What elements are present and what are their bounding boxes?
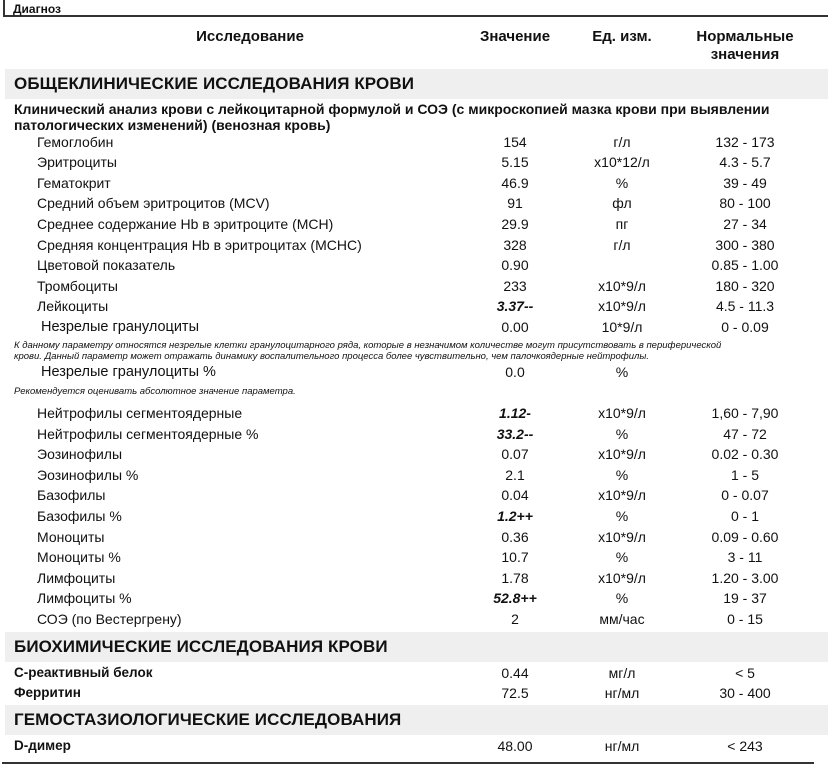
test-normal-range: 30 - 400 — [719, 685, 771, 701]
panel-subtitle-line2: патологических изменений) (венозная кровь) — [14, 117, 331, 133]
test-name: Нейтрофилы сегментоядерные % — [37, 426, 259, 442]
table-row — [0, 319, 828, 339]
test-name: D-димер — [14, 738, 71, 753]
test-name: Базофилы % — [37, 508, 122, 524]
test-value: 0.44 — [501, 665, 529, 681]
table-row — [0, 611, 828, 631]
section-header-hemostasis — [5, 705, 828, 735]
test-normal-range: < 243 — [727, 738, 763, 754]
test-normal-range: 1.20 - 3.00 — [711, 570, 779, 586]
test-unit: х10*9/л — [598, 278, 646, 294]
test-value: 10.7 — [501, 549, 529, 565]
test-normal-range: 47 - 72 — [723, 426, 767, 442]
test-unit: фл — [612, 195, 632, 211]
test-unit: пг — [615, 216, 629, 232]
test-normal-range: 4.3 - 5.7 — [719, 154, 771, 170]
test-value: 1.78 — [501, 570, 529, 586]
test-normal-range: 132 - 173 — [715, 134, 775, 150]
table-row — [0, 738, 828, 758]
section-title: ГЕМОСТАЗИОЛОГИЧЕСКИЕ ИССЛЕДОВАНИЯ — [14, 710, 402, 729]
table-row — [0, 426, 828, 446]
test-unit: нг/мл — [604, 685, 640, 701]
footnote-immature-granulocytes — [14, 340, 828, 362]
column-header-unit: Ед. изм. — [592, 28, 652, 45]
test-unit: нг/мл — [604, 738, 640, 754]
test-value-flagged: 1.12- — [499, 405, 531, 421]
column-header-normal — [690, 28, 800, 64]
section-title: БИОХИМИЧЕСКИЕ ИССЛЕДОВАНИЯ КРОВИ — [14, 637, 388, 656]
test-value: 72.5 — [501, 685, 529, 701]
test-unit: % — [615, 364, 629, 380]
test-normal-range: 0 - 15 — [727, 611, 763, 627]
test-normal-range: 39 - 49 — [723, 175, 767, 191]
test-name: Базофилы — [37, 487, 106, 503]
test-name: Ферритин — [14, 685, 81, 700]
test-name: Лейкоциты — [37, 298, 109, 314]
section-title: ОБЩЕКЛИНИЧЕСКИЕ ИССЛЕДОВАНИЯ КРОВИ — [14, 74, 415, 93]
test-unit: мм/час — [599, 611, 645, 627]
footnote-line2: крови. Данный параметр может отражать динамику воспалительного процесса более чувствительно, чем палочкоядерные нейтрофилы. — [14, 351, 649, 362]
test-normal-range: 1,60 - 7,90 — [711, 405, 779, 421]
test-value: 5.15 — [501, 154, 529, 170]
test-value: 2 — [511, 611, 519, 627]
test-value-flagged: 52.8++ — [493, 590, 537, 606]
panel-subtitle — [14, 101, 828, 133]
table-row — [0, 134, 828, 154]
table-row — [0, 529, 828, 549]
test-unit: 10*9/л — [601, 319, 643, 335]
table-row — [0, 278, 828, 298]
test-name: Гематокрит — [37, 175, 111, 191]
test-name: Цветовой показатель — [37, 257, 176, 273]
test-unit: х10*9/л — [598, 529, 646, 545]
test-value: 328 — [503, 237, 527, 253]
table-row — [0, 549, 828, 569]
test-name: Эритроциты — [37, 154, 117, 170]
test-unit: х10*9/л — [598, 298, 646, 314]
test-value: 0.04 — [501, 487, 529, 503]
table-row — [0, 154, 828, 174]
panel-subtitle-line1: Клинический анализ крови с лейкоцитарной формулой и СОЭ (с микроскопией мазка крови при выявлении — [14, 101, 770, 117]
test-normal-range: 0.09 - 0.60 — [711, 529, 779, 545]
test-unit: х10*9/л — [598, 405, 646, 421]
test-value: 2.1 — [505, 467, 525, 483]
test-unit: % — [615, 426, 629, 442]
test-normal-range: 19 - 37 — [723, 590, 767, 606]
section-header-biochemistry — [5, 632, 828, 662]
table-row — [0, 590, 828, 610]
test-normal-range: < 5 — [735, 665, 755, 681]
test-name: Моноциты % — [37, 549, 121, 565]
test-name: СОЭ (по Вестергрену) — [37, 611, 182, 627]
test-normal-range: 0 - 0.07 — [721, 487, 769, 503]
diagnosis-label: Диагноз — [13, 2, 61, 16]
test-unit: х10*9/л — [598, 570, 646, 586]
test-unit: % — [615, 175, 629, 191]
test-name: Средняя концентрация Hb в эритроцитах (MCHC) — [37, 237, 362, 253]
test-name: Моноциты — [37, 529, 105, 545]
test-normal-range: 4.5 - 11.3 — [715, 298, 775, 314]
test-unit: г/л — [613, 134, 631, 150]
test-name: Гемоглобин — [37, 134, 114, 150]
test-unit: г/л — [613, 237, 631, 253]
table-row — [0, 570, 828, 590]
test-name: Среднее содержание Hb в эритроците (MCH) — [37, 216, 334, 232]
table-row — [0, 298, 828, 318]
test-unit: х10*12/л — [594, 154, 650, 170]
table-row — [0, 216, 828, 236]
table-row — [0, 446, 828, 466]
test-value: 154 — [503, 134, 527, 150]
test-name: Лимфоциты — [37, 570, 116, 586]
column-header-study: Исследование — [196, 28, 304, 45]
test-value: 0.07 — [501, 446, 529, 462]
test-value: 29.9 — [501, 216, 529, 232]
table-row — [0, 237, 828, 257]
table-row — [0, 467, 828, 487]
test-value: 46.9 — [501, 175, 529, 191]
test-normal-range: 300 - 380 — [715, 237, 775, 253]
test-unit: х10*9/л — [598, 446, 646, 462]
table-row — [0, 685, 828, 705]
table-row — [0, 508, 828, 528]
test-normal-range: 1 - 5 — [730, 467, 759, 483]
section-header-general-blood — [5, 69, 828, 99]
test-normal-range: 180 - 320 — [715, 278, 775, 294]
test-name: Незрелые гранулоциты % — [41, 364, 216, 380]
bottom-divider — [2, 762, 814, 764]
column-header-normal-line2: значения — [710, 46, 780, 63]
table-row — [0, 364, 828, 384]
test-name: Эозинофилы % — [37, 467, 139, 483]
test-value: 0.0 — [505, 364, 525, 380]
table-row — [0, 665, 828, 685]
test-normal-range: 0.02 - 0.30 — [711, 446, 779, 462]
table-row — [0, 175, 828, 195]
test-value-flagged: 33.2-- — [496, 426, 534, 442]
test-normal-range: 27 - 34 — [723, 216, 767, 232]
column-header-normal-line1: Нормальные — [696, 28, 794, 45]
table-row — [0, 195, 828, 215]
diagnosis-box — [3, 0, 828, 17]
footnote-line1: К данному параметру относятся незрелые клетки гранулоцитарного ряда, которые в незначимом количестве могут присутствовать в периферической — [14, 340, 722, 351]
test-value: 48.00 — [497, 738, 533, 754]
test-name: Незрелые гранулоциты — [41, 319, 199, 335]
test-value: 91 — [507, 195, 523, 211]
table-row — [0, 257, 828, 277]
test-value: 0.36 — [501, 529, 529, 545]
table-row — [0, 487, 828, 507]
test-name: Тромбоциты — [37, 278, 118, 294]
test-value-flagged: 3.37-- — [496, 298, 534, 314]
test-name: С-реактивный белок — [14, 665, 153, 680]
test-normal-range: 0.85 - 1.00 — [711, 257, 779, 273]
test-normal-range: 3 - 11 — [727, 549, 763, 565]
test-unit: % — [615, 590, 629, 606]
test-normal-range: 80 - 100 — [719, 195, 771, 211]
test-unit: % — [615, 467, 629, 483]
column-header-value: Значение — [479, 28, 551, 45]
test-value-flagged: 1.2++ — [497, 508, 533, 524]
test-normal-range: 0 - 0.09 — [721, 319, 769, 335]
test-name: Средний объем эритроцитов (MCV) — [37, 195, 270, 211]
test-unit: % — [615, 549, 629, 565]
test-name: Эозинофилы — [37, 446, 123, 462]
test-name: Нейтрофилы сегментоядерные — [37, 405, 243, 421]
test-value: 0.90 — [501, 257, 529, 273]
test-unit: % — [615, 508, 629, 524]
test-value: 233 — [503, 278, 527, 294]
test-unit: х10*9/л — [598, 487, 646, 503]
test-normal-range: 0 - 1 — [730, 508, 759, 524]
test-name: Лимфоциты % — [37, 590, 132, 606]
test-unit: мг/л — [608, 665, 636, 681]
table-row — [0, 405, 828, 425]
footnote-immature-granulocytes-pct: Рекомендуется оценивать абсолютное значение параметра. — [14, 386, 296, 397]
test-value: 0.00 — [501, 319, 529, 335]
